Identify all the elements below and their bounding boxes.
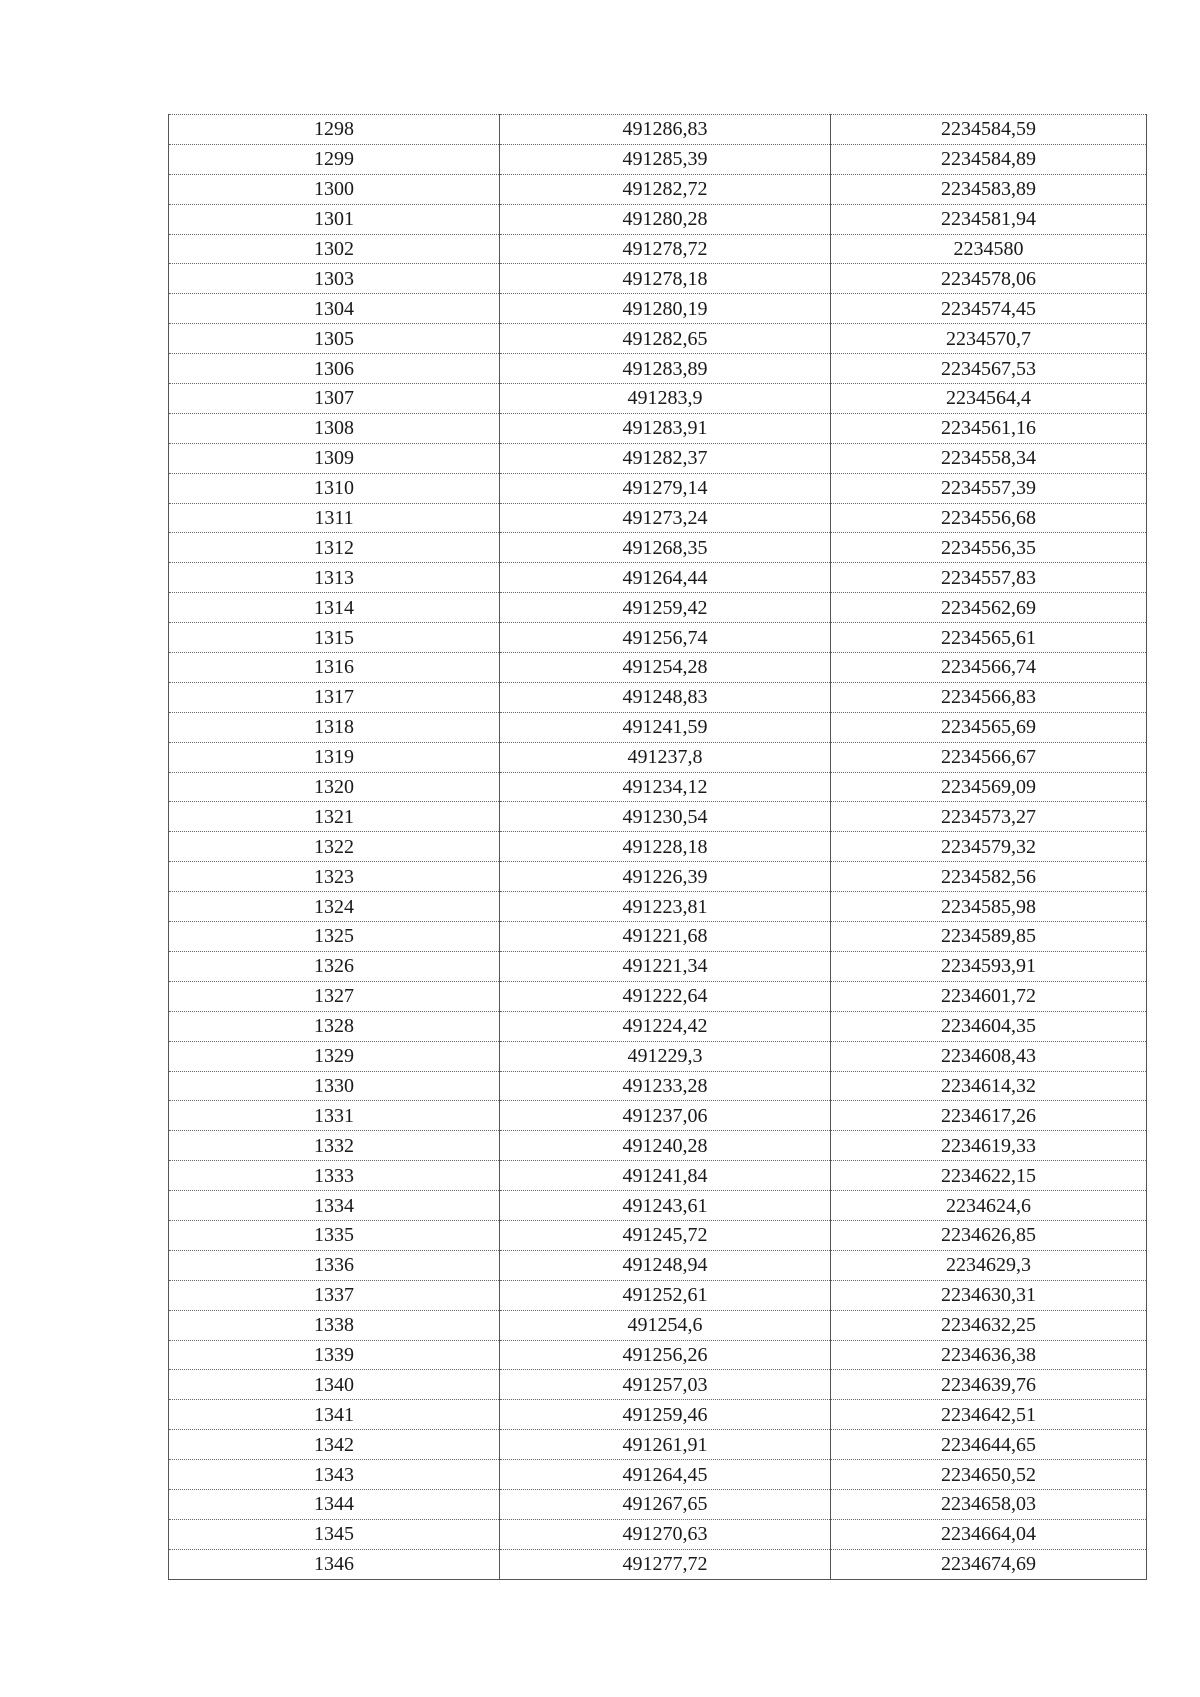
table-row <box>169 354 1147 384</box>
table-row <box>169 1011 1147 1041</box>
y-coordinate-cell: 2234674,69 <box>831 1549 1147 1579</box>
y-coordinate-cell: 2234556,68 <box>831 503 1147 533</box>
y-coordinate-cell: 2234579,32 <box>831 832 1147 862</box>
table-row <box>169 832 1147 862</box>
point-number-cell: 1324 <box>169 892 500 922</box>
y-coordinate-cell: 2234583,89 <box>831 174 1147 204</box>
point-number-cell: 1307 <box>169 384 500 414</box>
x-coordinate-cell: 491234,12 <box>500 772 831 802</box>
y-coordinate-cell: 2234574,45 <box>831 294 1147 324</box>
y-coordinate-cell: 2234565,69 <box>831 712 1147 742</box>
table-row <box>169 533 1147 563</box>
x-coordinate-cell: 491264,45 <box>500 1460 831 1490</box>
table-row <box>169 234 1147 264</box>
table-row <box>169 1250 1147 1280</box>
x-coordinate-cell: 491230,54 <box>500 802 831 832</box>
table-row <box>169 682 1147 712</box>
x-coordinate-cell: 491280,28 <box>500 204 831 234</box>
y-coordinate-cell: 2234622,15 <box>831 1161 1147 1191</box>
point-number-cell: 1335 <box>169 1220 500 1250</box>
x-coordinate-cell: 491278,72 <box>500 234 831 264</box>
y-coordinate-cell: 2234566,74 <box>831 653 1147 683</box>
x-coordinate-cell: 491233,28 <box>500 1071 831 1101</box>
point-number-cell: 1312 <box>169 533 500 563</box>
y-coordinate-cell: 2234584,59 <box>831 115 1147 145</box>
point-number-cell: 1343 <box>169 1460 500 1490</box>
x-coordinate-cell: 491240,28 <box>500 1131 831 1161</box>
table-row <box>169 1101 1147 1131</box>
y-coordinate-cell: 2234582,56 <box>831 862 1147 892</box>
table-row <box>169 772 1147 802</box>
point-number-cell: 1303 <box>169 264 500 294</box>
y-coordinate-cell: 2234639,76 <box>831 1370 1147 1400</box>
point-number-cell: 1315 <box>169 623 500 653</box>
table-row <box>169 1549 1147 1579</box>
table-row <box>169 1131 1147 1161</box>
table-row <box>169 1310 1147 1340</box>
table-row <box>169 712 1147 742</box>
table-row <box>169 1460 1147 1490</box>
x-coordinate-cell: 491248,83 <box>500 682 831 712</box>
x-coordinate-cell: 491228,18 <box>500 832 831 862</box>
table-row <box>169 1191 1147 1221</box>
x-coordinate-cell: 491273,24 <box>500 503 831 533</box>
point-number-cell: 1318 <box>169 712 500 742</box>
x-coordinate-cell: 491279,14 <box>500 473 831 503</box>
table-row <box>169 443 1147 473</box>
point-number-cell: 1345 <box>169 1519 500 1549</box>
x-coordinate-cell: 491243,61 <box>500 1191 831 1221</box>
table-row <box>169 324 1147 354</box>
point-number-cell: 1304 <box>169 294 500 324</box>
y-coordinate-cell: 2234558,34 <box>831 443 1147 473</box>
point-number-cell: 1333 <box>169 1161 500 1191</box>
table-row <box>169 742 1147 772</box>
point-number-cell: 1334 <box>169 1191 500 1221</box>
x-coordinate-cell: 491245,72 <box>500 1220 831 1250</box>
table-row <box>169 1340 1147 1370</box>
table-row <box>169 294 1147 324</box>
y-coordinate-cell: 2234664,04 <box>831 1519 1147 1549</box>
x-coordinate-cell: 491277,72 <box>500 1549 831 1579</box>
point-number-cell: 1316 <box>169 653 500 683</box>
x-coordinate-cell: 491256,74 <box>500 623 831 653</box>
point-number-cell: 1327 <box>169 981 500 1011</box>
x-coordinate-cell: 491226,39 <box>500 862 831 892</box>
point-number-cell: 1306 <box>169 354 500 384</box>
x-coordinate-cell: 491257,03 <box>500 1370 831 1400</box>
table-row <box>169 1161 1147 1191</box>
table-row <box>169 115 1147 145</box>
table-row <box>169 802 1147 832</box>
point-number-cell: 1322 <box>169 832 500 862</box>
point-number-cell: 1346 <box>169 1549 500 1579</box>
point-number-cell: 1309 <box>169 443 500 473</box>
y-coordinate-cell: 2234617,26 <box>831 1101 1147 1131</box>
table-row <box>169 264 1147 294</box>
table-row <box>169 563 1147 593</box>
point-number-cell: 1323 <box>169 862 500 892</box>
coordinates-table-body <box>169 115 1147 1580</box>
x-coordinate-cell: 491248,94 <box>500 1250 831 1280</box>
x-coordinate-cell: 491286,83 <box>500 115 831 145</box>
y-coordinate-cell: 2234578,06 <box>831 264 1147 294</box>
table-row <box>169 503 1147 533</box>
x-coordinate-cell: 491267,65 <box>500 1489 831 1519</box>
x-coordinate-cell: 491280,19 <box>500 294 831 324</box>
point-number-cell: 1313 <box>169 563 500 593</box>
y-coordinate-cell: 2234629,3 <box>831 1250 1147 1280</box>
table-row <box>169 892 1147 922</box>
y-coordinate-cell: 2234642,51 <box>831 1400 1147 1430</box>
table-row <box>169 1071 1147 1101</box>
point-number-cell: 1298 <box>169 115 500 145</box>
x-coordinate-cell: 491223,81 <box>500 892 831 922</box>
point-number-cell: 1336 <box>169 1250 500 1280</box>
y-coordinate-cell: 2234565,61 <box>831 623 1147 653</box>
y-coordinate-cell: 2234557,83 <box>831 563 1147 593</box>
y-coordinate-cell: 2234569,09 <box>831 772 1147 802</box>
table-row <box>169 204 1147 234</box>
y-coordinate-cell: 2234566,67 <box>831 742 1147 772</box>
y-coordinate-cell: 2234624,6 <box>831 1191 1147 1221</box>
table-row <box>169 593 1147 623</box>
x-coordinate-cell: 491283,91 <box>500 413 831 443</box>
table-row <box>169 144 1147 174</box>
point-number-cell: 1338 <box>169 1310 500 1340</box>
table-row <box>169 1400 1147 1430</box>
point-number-cell: 1339 <box>169 1340 500 1370</box>
x-coordinate-cell: 491252,61 <box>500 1280 831 1310</box>
point-number-cell: 1311 <box>169 503 500 533</box>
x-coordinate-cell: 491259,42 <box>500 593 831 623</box>
table-row <box>169 413 1147 443</box>
x-coordinate-cell: 491221,68 <box>500 922 831 952</box>
x-coordinate-cell: 491282,37 <box>500 443 831 473</box>
y-coordinate-cell: 2234561,16 <box>831 413 1147 443</box>
table-row <box>169 862 1147 892</box>
point-number-cell: 1332 <box>169 1131 500 1161</box>
table-row <box>169 981 1147 1011</box>
x-coordinate-cell: 491283,89 <box>500 354 831 384</box>
point-number-cell: 1330 <box>169 1071 500 1101</box>
x-coordinate-cell: 491229,3 <box>500 1041 831 1071</box>
y-coordinate-cell: 2234564,4 <box>831 384 1147 414</box>
point-number-cell: 1301 <box>169 204 500 234</box>
table-row <box>169 473 1147 503</box>
y-coordinate-cell: 2234562,69 <box>831 593 1147 623</box>
y-coordinate-cell: 2234593,91 <box>831 951 1147 981</box>
x-coordinate-cell: 491241,59 <box>500 712 831 742</box>
y-coordinate-cell: 2234630,31 <box>831 1280 1147 1310</box>
point-number-cell: 1317 <box>169 682 500 712</box>
table-row <box>169 174 1147 204</box>
x-coordinate-cell: 491282,72 <box>500 174 831 204</box>
x-coordinate-cell: 491222,64 <box>500 981 831 1011</box>
x-coordinate-cell: 491256,26 <box>500 1340 831 1370</box>
x-coordinate-cell: 491283,9 <box>500 384 831 414</box>
x-coordinate-cell: 491285,39 <box>500 144 831 174</box>
table-row <box>169 1041 1147 1071</box>
x-coordinate-cell: 491259,46 <box>500 1400 831 1430</box>
y-coordinate-cell: 2234619,33 <box>831 1131 1147 1161</box>
point-number-cell: 1305 <box>169 324 500 354</box>
point-number-cell: 1340 <box>169 1370 500 1400</box>
y-coordinate-cell: 2234614,32 <box>831 1071 1147 1101</box>
table-row <box>169 951 1147 981</box>
x-coordinate-cell: 491237,06 <box>500 1101 831 1131</box>
x-coordinate-cell: 491261,91 <box>500 1430 831 1460</box>
y-coordinate-cell: 2234570,7 <box>831 324 1147 354</box>
point-number-cell: 1299 <box>169 144 500 174</box>
point-number-cell: 1342 <box>169 1430 500 1460</box>
y-coordinate-cell: 2234589,85 <box>831 922 1147 952</box>
y-coordinate-cell: 2234584,89 <box>831 144 1147 174</box>
x-coordinate-cell: 491221,34 <box>500 951 831 981</box>
y-coordinate-cell: 2234644,65 <box>831 1430 1147 1460</box>
x-coordinate-cell: 491278,18 <box>500 264 831 294</box>
point-number-cell: 1321 <box>169 802 500 832</box>
y-coordinate-cell: 2234604,35 <box>831 1011 1147 1041</box>
table-row <box>169 1370 1147 1400</box>
x-coordinate-cell: 491282,65 <box>500 324 831 354</box>
table-row <box>169 623 1147 653</box>
point-number-cell: 1300 <box>169 174 500 204</box>
y-coordinate-cell: 2234636,38 <box>831 1340 1147 1370</box>
point-number-cell: 1310 <box>169 473 500 503</box>
y-coordinate-cell: 2234573,27 <box>831 802 1147 832</box>
point-number-cell: 1302 <box>169 234 500 264</box>
table-row <box>169 1430 1147 1460</box>
x-coordinate-cell: 491224,42 <box>500 1011 831 1041</box>
point-number-cell: 1341 <box>169 1400 500 1430</box>
y-coordinate-cell: 2234658,03 <box>831 1489 1147 1519</box>
y-coordinate-cell: 2234556,35 <box>831 533 1147 563</box>
y-coordinate-cell: 2234650,52 <box>831 1460 1147 1490</box>
point-number-cell: 1308 <box>169 413 500 443</box>
point-number-cell: 1337 <box>169 1280 500 1310</box>
point-number-cell: 1329 <box>169 1041 500 1071</box>
y-coordinate-cell: 2234566,83 <box>831 682 1147 712</box>
point-number-cell: 1314 <box>169 593 500 623</box>
point-number-cell: 1326 <box>169 951 500 981</box>
table-row <box>169 653 1147 683</box>
point-number-cell: 1344 <box>169 1489 500 1519</box>
x-coordinate-cell: 491254,28 <box>500 653 831 683</box>
point-number-cell: 1331 <box>169 1101 500 1131</box>
table-row <box>169 384 1147 414</box>
point-number-cell: 1328 <box>169 1011 500 1041</box>
x-coordinate-cell: 491254,6 <box>500 1310 831 1340</box>
y-coordinate-cell: 2234580 <box>831 234 1147 264</box>
y-coordinate-cell: 2234632,25 <box>831 1310 1147 1340</box>
coordinates-table <box>168 114 1147 1580</box>
y-coordinate-cell: 2234601,72 <box>831 981 1147 1011</box>
table-row <box>169 1489 1147 1519</box>
x-coordinate-cell: 491264,44 <box>500 563 831 593</box>
y-coordinate-cell: 2234608,43 <box>831 1041 1147 1071</box>
point-number-cell: 1320 <box>169 772 500 802</box>
y-coordinate-cell: 2234567,53 <box>831 354 1147 384</box>
x-coordinate-cell: 491270,63 <box>500 1519 831 1549</box>
point-number-cell: 1319 <box>169 742 500 772</box>
y-coordinate-cell: 2234557,39 <box>831 473 1147 503</box>
table-row <box>169 922 1147 952</box>
table-row <box>169 1519 1147 1549</box>
y-coordinate-cell: 2234581,94 <box>831 204 1147 234</box>
x-coordinate-cell: 491241,84 <box>500 1161 831 1191</box>
y-coordinate-cell: 2234626,85 <box>831 1220 1147 1250</box>
x-coordinate-cell: 491268,35 <box>500 533 831 563</box>
point-number-cell: 1325 <box>169 922 500 952</box>
table-row <box>169 1220 1147 1250</box>
y-coordinate-cell: 2234585,98 <box>831 892 1147 922</box>
x-coordinate-cell: 491237,8 <box>500 742 831 772</box>
table-row <box>169 1280 1147 1310</box>
